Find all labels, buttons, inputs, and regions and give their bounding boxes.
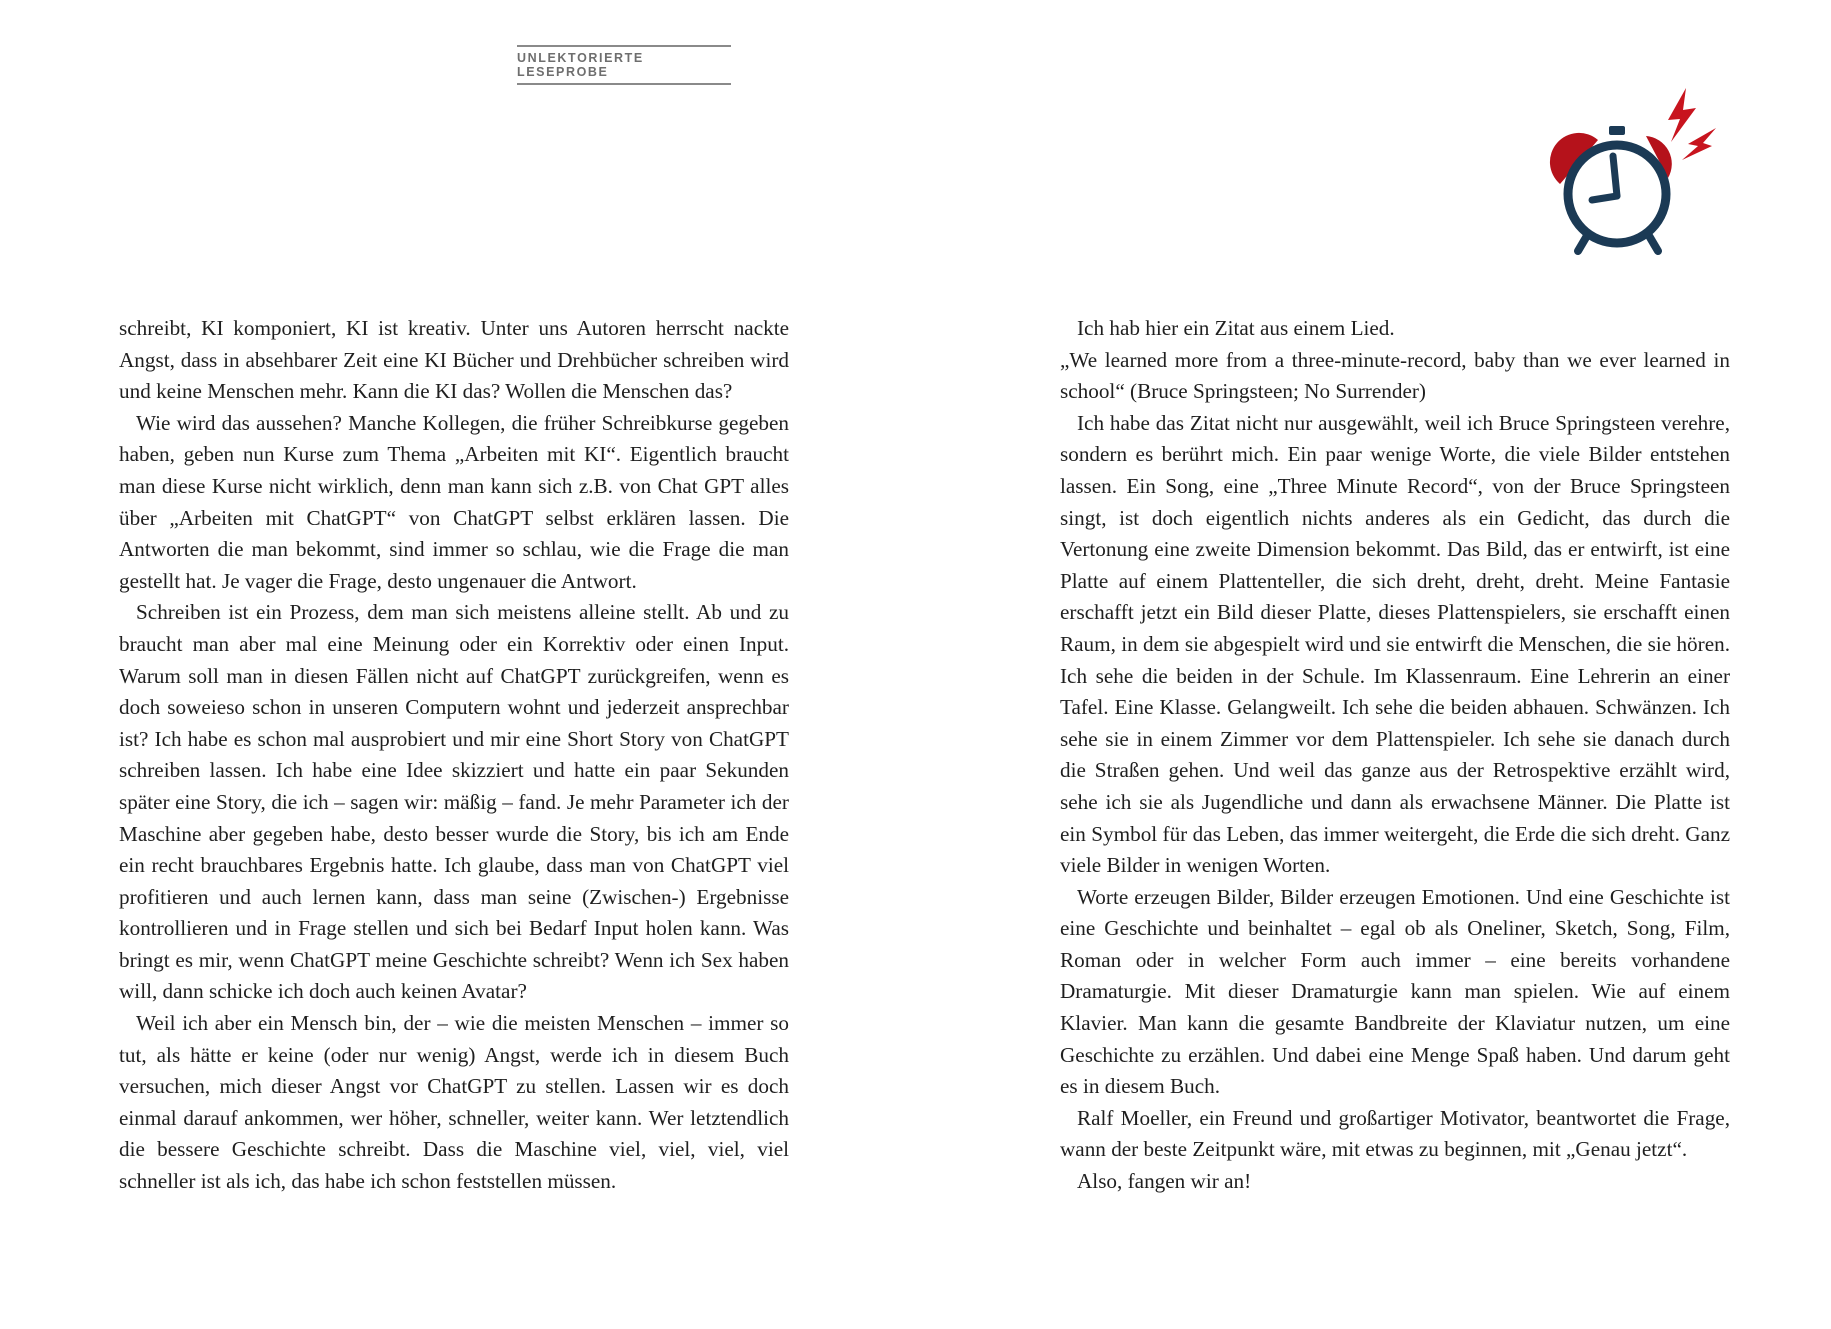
right-page <box>1060 313 1730 1198</box>
alarm-clock-icon <box>1540 86 1730 266</box>
paragraph: Ich habe das Zitat nicht nur ausgewählt, weil ich Bruce Springsteen verehre, sondern es berührt mich. Ein paar wenige Worte, die viele Bilder entstehen lassen. Ein Song, eine „Three Minute Record“, von der Bruce Springsteen singt, ist doch eigentlich nichts anderes als ein Gedicht, das durch die Vertonung eine zweite Dimension bekommt. Das Bild, das er entwirft, ist eine Platte auf einem Plattenteller, die sich dreht, dreht, dreht. Meine Fantasie erschafft jetzt ein Bild dieser Platte, dieses Plattenspielers, sie erschafft einen Raum, in dem sie abgespielt wird und sie entwirft die Menschen, die sie hören. Ich sehe die beiden in der Schule. Im Klassenraum. Eine Lehrerin an einer Tafel. Eine Klasse. Gelangweilt. Ich sehe die beiden abhauen. Schwänzen. Ich sehe sie in einem Zimmer vor dem Plattenspieler. Ich sehe sie danach durch die Straßen gehen. Und weil das ganze aus der Retrospektive erzählt wird, sehe ich sie als Jugendliche und dann als erwachsene Männer. Die Platte ist ein Symbol für das Leben, das immer weitergeht, die Erde die sich dreht. Ganz viele Bilder in wenigen Worten. <box>1060 410 1730 878</box>
paragraph: Ich hab hier ein Zitat aus einem Lied. <box>1077 316 1395 340</box>
paragraph: schreibt, KI komponiert, KI ist kreativ. Unter uns Autoren herrscht nackte Angst, dass in absehbarer Zeit eine KI Bücher und Drehbücher schreiben wird und keine Menschen mehr. Kann die KI das? Wollen die Menschen das? <box>119 316 789 404</box>
header-label: UNLEKTORIERTE LESEPROBE <box>517 45 731 85</box>
paragraph: Also, fangen wir an! <box>1077 1169 1252 1194</box>
paragraph: Schreiben ist ein Prozess, dem man sich meistens alleine stellt. Ab und zu braucht man aber mal eine Meinung oder ein Korrektiv oder einen Input. Warum soll man in diesen Fällen nicht auf ChatGPT zurückgreifen, wenn es doch soweieso schon in unseren Computern wohnt und jederzeit ansprechbar ist? Ich habe es schon mal ausprobiert und mir eine Short Story von ChatGPT schreiben lassen. Ich habe eine Idee skizziert und hatte ein paar Sekunden später eine Story, die ich – sagen wir: mäßig – fand. Je mehr Parameter ich der Maschine aber gegeben habe, desto besser wurde die Story, bis ich am Ende ein recht brauchbares Ergebnis hatte. Ich glaube, dass man von ChatGPT viel profitieren und auch lernen kann, dass man seine (Zwischen-) Ergebnisse kontrollieren und in Frage stellen und sich bei Bedarf Input holen kann. Was bringt es mir, wenn ChatGPT meine Geschichte schreibt? Wenn ich Sex haben will, dann schicke ich doch auch keinen Avatar? <box>119 600 789 1004</box>
left-page <box>119 313 789 1198</box>
paragraph: Wie wird das aussehen? Manche Kollegen, die früher Schreibkurse gegeben haben, geben nun Kurse zum Thema „Arbeiten mit KI“. Eigentlich braucht man diese Kurse nicht wirklich, denn man kann sich z.B. von Chat GPT alles über „Arbeiten mit ChatGPT“ von ChatGPT selbst erklären lassen. Die Antworten die man bekommt, sind immer so schlau, wie die Frage die man gestellt hat. Je vager die Frage, desto ungenauer die Antwort. <box>119 410 789 593</box>
paragraph: Ralf Moeller, ein Freund und großartiger Motivator, beantwortet die Frage, wann der beste Zeitpunkt wäre, mit etwas zu beginnen, mit „Genau jetzt“. <box>1060 1105 1730 1162</box>
paragraph: Weil ich aber ein Mensch bin, der – wie die meisten Menschen – immer so tut, als hätte er keine (oder nur wenig) Angst, werde ich in diesem Buch versuchen, mich dieser Angst vor ChatGPT zu stellen. Lassen wir es doch einmal darauf ankommen, wer höher, schneller, weiter kann. Wer letztendlich die bessere Geschichte schreibt. Dass die Maschine viel, viel, viel, viel schneller ist als ich, das habe ich schon feststellen müssen. <box>119 1011 789 1194</box>
quote: „We learned more from a three-minute-record, baby than we ever learned in school“ (Bruce Springsteen; No Surrender) <box>1060 347 1730 404</box>
paragraph: Worte erzeugen Bilder, Bilder erzeugen Emotionen. Und eine Geschichte ist eine Geschichte und beinhaltet – egal ob als Oneliner, Sketch, Song, Film, Roman oder in welcher Form auch immer – eine bereits vorhandene Dramaturgie. Mit dieser Dramaturgie kann man spielen. Wie auf einem Klavier. Man kann die gesamte Bandbreite der Klaviatur nutzen, um eine Geschichte zu erzählen. Und dabei eine Menge Spaß haben. Und darum geht es in diesem Buch. <box>1060 884 1730 1099</box>
